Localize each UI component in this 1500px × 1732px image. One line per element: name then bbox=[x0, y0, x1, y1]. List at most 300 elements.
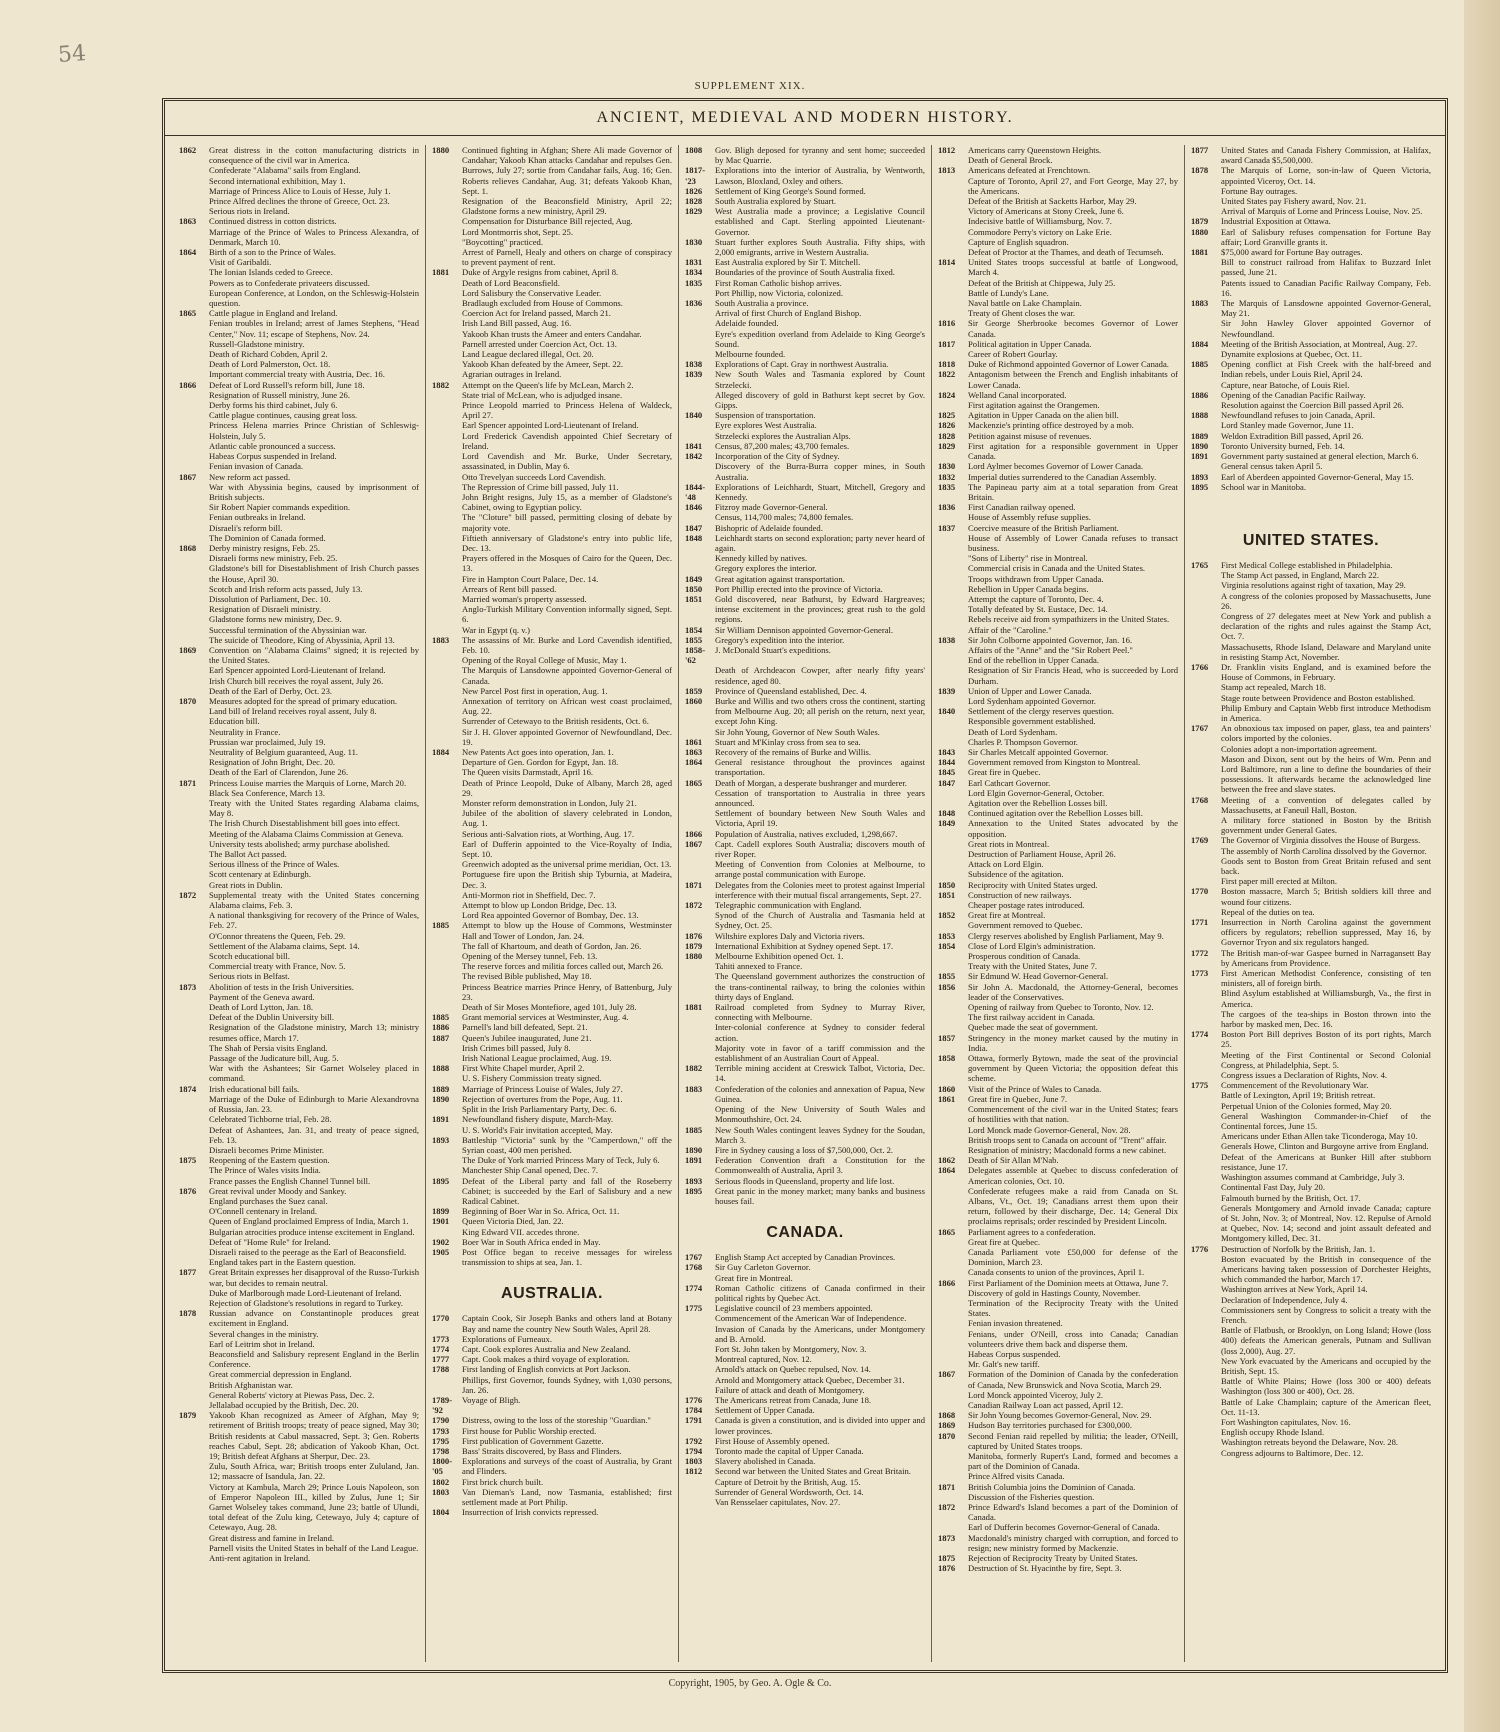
entry-text: Battle of Lundy's Lane. bbox=[968, 287, 1049, 298]
entry-year bbox=[179, 798, 209, 818]
entry-text: Confederate refugees make a raid from Canada on St. Albans, Vt., Oct. 19; Canadians arrest them upon their return, followed by their discharge, Dec. 14; General Dix proclaims reprisals; order rescinded by President Lincoln. bbox=[968, 1185, 1178, 1227]
entry-text: Congress adjourns to Baltimore, Dec. 12. bbox=[1221, 1447, 1364, 1458]
history-entry bbox=[179, 910, 419, 930]
entry-text: The Ballot Act passed. bbox=[209, 849, 287, 860]
entry-text: Sir John Young, Governor of New South Wales. bbox=[715, 726, 880, 737]
entry-year bbox=[1191, 420, 1221, 430]
entry-year bbox=[938, 1318, 968, 1328]
entry-text: United States pay Fishery award, Nov. 21. bbox=[1221, 196, 1367, 207]
history-entry bbox=[938, 767, 1178, 777]
entry-year: 1895 bbox=[685, 1185, 703, 1196]
entry-year bbox=[432, 369, 462, 379]
entry-year bbox=[938, 1492, 968, 1502]
entry-year bbox=[1191, 1182, 1221, 1192]
entry-year bbox=[1191, 591, 1221, 611]
entry-year: 1882 bbox=[685, 1063, 703, 1074]
history-entry bbox=[685, 420, 925, 430]
history-entry bbox=[938, 441, 1178, 461]
entry-text: Terrible mining accident at Creswick Talbot, Victoria, Dec. 14. bbox=[715, 1063, 925, 1084]
history-entry bbox=[179, 165, 419, 175]
entry-text: East Australia explored by Sir T. Mitchell. bbox=[715, 257, 861, 268]
column-3 bbox=[679, 145, 932, 1662]
entry-year: 1791 bbox=[685, 1415, 703, 1426]
entry-year: 1798 bbox=[432, 1445, 450, 1456]
entry-year bbox=[179, 1461, 209, 1481]
entry-year bbox=[179, 880, 209, 890]
history-entry bbox=[179, 1308, 419, 1328]
entry-text: The assembly of North Carolina dissolved by the Governor. bbox=[1221, 845, 1427, 856]
entry-year bbox=[179, 196, 209, 206]
entry-text: General Washington Commander-in-Chief of the Continental forces, June 15. bbox=[1221, 1110, 1431, 1132]
history-entry bbox=[685, 318, 925, 328]
history-entry bbox=[938, 1471, 1178, 1481]
history-entry bbox=[1191, 1244, 1431, 1254]
entry-year bbox=[938, 278, 968, 288]
history-entry bbox=[179, 482, 419, 502]
entry-year bbox=[432, 196, 462, 216]
history-entry bbox=[685, 512, 925, 522]
entry-text: Settlement of the clergy reserves question. bbox=[968, 706, 1114, 717]
history-entry bbox=[1191, 876, 1431, 886]
history-entry bbox=[179, 400, 419, 410]
history-entry bbox=[432, 1012, 672, 1022]
entry-text: Discussion of the Fisheries question. bbox=[968, 1491, 1095, 1502]
history-entry bbox=[938, 778, 1178, 788]
entry-text: Bass' Straits discovered, by Bass and Flinders. bbox=[462, 1445, 622, 1456]
history-entry bbox=[685, 1436, 925, 1446]
history-entry bbox=[685, 461, 925, 481]
entry-text: Lord Monck made Governor-General, Nov. 28. bbox=[968, 1124, 1131, 1135]
entry-text: Cessation of transportation to Australia in three years announced. bbox=[715, 787, 925, 808]
entry-text: New reform act passed. bbox=[209, 471, 291, 482]
history-entry bbox=[685, 145, 925, 165]
history-entry bbox=[1191, 1009, 1431, 1029]
entry-year bbox=[1191, 1141, 1221, 1151]
history-entry bbox=[685, 1084, 925, 1104]
entry-text: Insurrection of Irish convicts repressed. bbox=[462, 1507, 599, 1518]
history-entry bbox=[938, 400, 1178, 410]
history-entry bbox=[685, 1395, 925, 1405]
entry-text: New Patents Act goes into operation, Jan. 1. bbox=[462, 746, 614, 757]
entry-year bbox=[432, 839, 462, 859]
history-entry bbox=[432, 380, 672, 390]
entry-text: Wiltshire explores Daly and Victoria rivers. bbox=[715, 930, 865, 941]
entry-text: Census, 87,200 males; 43,700 females. bbox=[715, 440, 850, 451]
title-rule bbox=[165, 135, 1445, 136]
history-entry bbox=[1191, 1448, 1431, 1458]
history-entry bbox=[179, 288, 419, 308]
entry-text: Celebrated Tichborne trial, Feb. 28. bbox=[209, 1114, 332, 1125]
entry-year bbox=[938, 696, 968, 706]
entry-year: 1826 bbox=[685, 185, 703, 196]
entry-year: 1843 bbox=[938, 746, 956, 757]
entry-text: First agitation for a responsible government in Upper Canada. bbox=[968, 440, 1178, 462]
history-entry bbox=[179, 645, 419, 665]
history-entry bbox=[179, 931, 419, 941]
entry-year bbox=[432, 237, 462, 247]
entry-year: 1808 bbox=[685, 145, 703, 155]
entry-year bbox=[1191, 815, 1221, 835]
entry-text: Earl of Dufferin becomes Governor-General of Canada. bbox=[968, 1522, 1160, 1533]
history-entry bbox=[938, 716, 1178, 726]
entry-text: Continued fighting in Afghan; Shere Ali made Governor of Candahar; Yakoob Khan attacks Candahar and repulses Gen. Burrows, July 27; sortie from Candahar fails, Aug. 16; Gen. Roberts relieves Candahar, Aug. 31; defeats Yakoob Khan, Sept. 1. bbox=[462, 145, 672, 196]
entry-text: Meeting of the First Continental or Second Colonial Congress, at Philadelphia, Sept. 5. bbox=[1221, 1049, 1431, 1070]
entry-text: The Queen visits Darmstadt, April 16. bbox=[462, 767, 594, 778]
history-entry bbox=[685, 278, 925, 288]
history-entry bbox=[179, 1247, 419, 1257]
history-entry bbox=[179, 461, 419, 471]
entry-text: Russian advance on Constantinople produces great excitement in England. bbox=[209, 1308, 419, 1329]
entry-year bbox=[179, 747, 209, 757]
history-entry bbox=[938, 931, 1178, 941]
history-entry bbox=[938, 961, 1178, 971]
entry-text: A national thanksgiving for recovery of the Prince of Wales, Feb. 27. bbox=[209, 910, 419, 931]
entry-year: 1877 bbox=[179, 1267, 197, 1278]
entry-text: Earl Spencer appointed Lord-Lieutenant of Ireland. bbox=[209, 665, 386, 676]
entry-text: Fenian troubles in Ireland; arrest of James Stephens, "Head Center," Nov. 11; escape of Stephens, Nov. 24. bbox=[209, 318, 419, 339]
history-entry bbox=[432, 482, 672, 492]
history-entry bbox=[938, 1318, 1178, 1328]
entry-text: Congress of 27 delegates meet at New York and publish a declaration of the rights and rules against the Stamp Act, Oct. 7. bbox=[1221, 610, 1431, 642]
entry-year: 1889 bbox=[1191, 430, 1209, 441]
entry-text: Lord Elgin Governor-General, October. bbox=[968, 787, 1105, 798]
entry-text: Resolution against the Coercion Bill passed April 26. bbox=[1221, 400, 1404, 411]
history-entry bbox=[179, 1022, 419, 1042]
entry-text: Death of Lord Sydenham. bbox=[968, 726, 1058, 737]
entry-year bbox=[179, 859, 209, 869]
history-entry bbox=[179, 614, 419, 624]
history-entry bbox=[432, 1043, 672, 1053]
entry-text: Queen of England proclaimed Empress of India, March 1. bbox=[209, 1216, 409, 1227]
history-entry bbox=[179, 278, 419, 288]
history-entry bbox=[938, 808, 1178, 818]
entry-text: Great fire at Montreal. bbox=[968, 910, 1046, 921]
entry-text: Lord Sydenham appointed Governor. bbox=[968, 695, 1096, 706]
entry-year bbox=[1191, 570, 1221, 580]
history-entry bbox=[685, 237, 925, 257]
entry-year bbox=[179, 1165, 209, 1175]
entry-year bbox=[432, 778, 462, 798]
entry-text: Fortune Bay outrages. bbox=[1221, 185, 1298, 196]
entry-text: Resignation of ministry; Macdonald forms a new cabinet. bbox=[968, 1144, 1167, 1155]
entry-year bbox=[179, 1125, 209, 1145]
history-entry bbox=[685, 1456, 925, 1466]
entry-year bbox=[938, 798, 968, 808]
entry-year bbox=[179, 604, 209, 614]
entry-text: International Exhibition at Sydney opened Sept. 17. bbox=[715, 940, 894, 951]
history-entry bbox=[179, 563, 419, 583]
entry-year bbox=[179, 818, 209, 828]
history-entry bbox=[432, 492, 672, 512]
entry-year: 1858-'62 bbox=[685, 644, 706, 666]
history-entry bbox=[432, 288, 672, 298]
entry-text: First house for Public Worship erected. bbox=[462, 1425, 597, 1436]
history-entry bbox=[685, 1385, 925, 1395]
entry-year bbox=[179, 206, 209, 216]
entry-text: England purchases the Suez canal. bbox=[209, 1195, 328, 1206]
entry-year bbox=[1191, 1305, 1221, 1325]
entry-text: Measures adopted for the spread of primary education. bbox=[209, 695, 398, 706]
entry-text: English occupy Rhode Island. bbox=[1221, 1427, 1325, 1438]
entry-text: Death of Richard Cobden, April 2. bbox=[209, 349, 328, 360]
entry-year bbox=[938, 594, 968, 604]
entry-year: 1883 bbox=[1191, 298, 1209, 309]
history-entry bbox=[685, 1375, 925, 1385]
entry-year bbox=[432, 278, 462, 288]
entry-year bbox=[432, 982, 462, 1002]
history-entry bbox=[685, 1002, 925, 1022]
history-entry bbox=[1191, 420, 1431, 430]
entry-year bbox=[1191, 1254, 1221, 1285]
history-entry bbox=[432, 359, 672, 369]
entry-year bbox=[1191, 642, 1221, 662]
entry-year: 1844-'48 bbox=[685, 481, 706, 502]
history-entry bbox=[179, 247, 419, 257]
history-entry bbox=[1191, 1325, 1431, 1356]
history-entry bbox=[432, 298, 672, 308]
entry-year bbox=[1191, 1417, 1221, 1427]
history-entry bbox=[432, 308, 672, 318]
entry-year: 1878 bbox=[179, 1308, 197, 1319]
entry-text: Otto Trevelyan succeeds Lord Cavendish. bbox=[462, 471, 606, 482]
entry-text: Duke of Richmond appointed Governor of Lower Canada. bbox=[968, 359, 1169, 370]
entry-year: 1774 bbox=[685, 1282, 703, 1293]
page-title: ANCIENT, MEDIEVAL AND MODERN HISTORY. bbox=[596, 109, 1014, 126]
entry-year bbox=[432, 339, 462, 349]
entry-year bbox=[938, 665, 968, 685]
entry-year: 1865 bbox=[938, 1226, 956, 1237]
entry-year bbox=[179, 625, 209, 635]
history-entry bbox=[179, 767, 419, 777]
entry-year: 1884 bbox=[1191, 338, 1209, 349]
entry-year bbox=[179, 1553, 209, 1563]
history-entry bbox=[685, 451, 925, 461]
history-entry bbox=[1191, 754, 1431, 795]
history-entry bbox=[938, 880, 1178, 890]
entry-year bbox=[179, 1043, 209, 1053]
history-entry bbox=[432, 1114, 672, 1124]
entry-text: Great fire in Quebec. bbox=[968, 767, 1041, 778]
entry-year: 1842 bbox=[685, 451, 703, 462]
entry-year: 1795 bbox=[432, 1435, 450, 1446]
history-entry bbox=[179, 890, 419, 910]
entry-year: 1886 bbox=[432, 1022, 450, 1033]
entry-year: 1817-'23 bbox=[685, 165, 706, 186]
history-entry bbox=[179, 186, 419, 196]
history-entry bbox=[938, 706, 1178, 716]
entry-text: U. S. World's Fair invitation accepted, May. bbox=[462, 1124, 613, 1135]
entry-year: 1866 bbox=[685, 828, 703, 839]
entry-text: Port Phillip, now Victoria, colonized. bbox=[715, 287, 843, 298]
entry-text: Death of the Earl of Derby, Oct. 23. bbox=[209, 685, 333, 696]
entry-year bbox=[432, 329, 462, 339]
history-entry bbox=[938, 625, 1178, 635]
entry-year bbox=[1191, 1325, 1221, 1356]
entry-text: First House of Assembly opened. bbox=[715, 1435, 830, 1446]
history-entry bbox=[938, 665, 1178, 685]
entry-text: Confederation of the colonies and annexation of Papua, New Guinea. bbox=[715, 1083, 925, 1104]
history-entry bbox=[1191, 948, 1431, 968]
entry-year bbox=[432, 472, 462, 482]
entry-text: Great fire in Montreal. bbox=[715, 1272, 793, 1283]
entry-year bbox=[938, 727, 968, 737]
entry-text: Death of Morgan, a desperate bushranger and murderer. bbox=[715, 777, 907, 788]
entry-text: France passes the English Channel Tunnel bill. bbox=[209, 1175, 371, 1186]
entry-text: Macdonald's ministry charged with corruption, and forced to resign; new ministry formed by Mackenzie. bbox=[968, 1532, 1178, 1553]
entry-text: Fenian invasion of Canada. bbox=[209, 461, 304, 472]
entry-text: Post Office began to receive messages for wireless transmission to ships at sea, Jan. 1. bbox=[462, 1246, 672, 1268]
entry-text: Leichhardt starts on second exploration; party never heard of again. bbox=[715, 532, 925, 553]
entry-year: 1869 bbox=[179, 644, 197, 655]
entry-text: Weldon Extradition Bill passed, April 26. bbox=[1221, 430, 1364, 441]
history-entry bbox=[432, 1426, 672, 1436]
entry-year: 1830 bbox=[938, 461, 956, 472]
history-entry bbox=[685, 1364, 925, 1374]
history-entry bbox=[1191, 1254, 1431, 1285]
entry-text: First landing of English convicts at Port Jackson. bbox=[462, 1364, 631, 1375]
history-entry bbox=[432, 1216, 672, 1226]
history-entry bbox=[1191, 1029, 1431, 1049]
entry-text: Commodore Perry's victory on Lake Erie. bbox=[968, 226, 1112, 237]
entry-year bbox=[179, 635, 209, 645]
history-entry bbox=[432, 900, 672, 910]
entry-text: Americans carry Queenstown Heights. bbox=[968, 145, 1102, 155]
entry-year: 1870 bbox=[938, 1430, 956, 1441]
history-entry bbox=[938, 237, 1178, 247]
history-entry bbox=[938, 216, 1178, 226]
entry-text: Beginning of Boer War in So. Africa, Oct. 11. bbox=[462, 1206, 620, 1217]
entry-text: Melbourne Exhibition opened Oct. 1. bbox=[715, 951, 844, 962]
entry-year bbox=[432, 400, 462, 420]
history-entry bbox=[179, 798, 419, 818]
entry-year bbox=[179, 1390, 209, 1400]
history-entry bbox=[432, 1227, 672, 1237]
entry-text: Marriage of the Duke of Edinburgh to Marie Alexandrovna of Russia, Jan. 23. bbox=[209, 1093, 419, 1115]
entry-year bbox=[1191, 1111, 1221, 1131]
entry-text: First Parliament of the Dominion meets at Ottawa, June 7. bbox=[968, 1277, 1169, 1288]
history-entry bbox=[685, 584, 925, 594]
entry-text: Boston massacre, March 5; British soldiers kill three and wound four citizens. bbox=[1221, 886, 1431, 907]
history-entry bbox=[938, 798, 1178, 808]
entry-year: 1864 bbox=[179, 247, 197, 258]
entry-text: Majority vote in favor of a tariff commission and the establishment of an Australian Court of Appeal. bbox=[715, 1042, 925, 1064]
entry-year bbox=[432, 604, 462, 624]
history-entry bbox=[685, 1145, 925, 1155]
entry-year: 1895 bbox=[432, 1175, 450, 1186]
entry-text: Gold discovered, near Bathurst, by Edward Hargreaves; intense excitement in the provinces; great rush to the gold regions. bbox=[715, 593, 925, 625]
entry-year: 1848 bbox=[938, 808, 956, 819]
history-entry bbox=[432, 727, 672, 747]
entry-text: Scott centenary at Edinburgh. bbox=[209, 869, 311, 880]
entry-text: First White Chapel murder, April 2. bbox=[462, 1063, 585, 1074]
entry-text: United States and Canada Fishery Commission, at Halifax, award Canada $5,500,000. bbox=[1221, 145, 1431, 166]
entry-year bbox=[1191, 400, 1221, 410]
history-entry bbox=[1191, 703, 1431, 723]
entry-year: 1880 bbox=[432, 145, 450, 155]
entry-text: Irish educational bill fails. bbox=[209, 1083, 300, 1094]
entry-year bbox=[179, 1349, 209, 1369]
entry-year bbox=[432, 686, 462, 696]
entry-text: Earl of Aberdeen appointed Governor-General, May 15. bbox=[1221, 471, 1414, 482]
entry-text: First Medical College established in Philadelphia. bbox=[1221, 559, 1393, 570]
entry-text: Lord Aylmer becomes Governor of Lower Canada. bbox=[968, 461, 1144, 472]
history-entry bbox=[938, 472, 1178, 482]
history-entry bbox=[685, 788, 925, 808]
history-entry bbox=[938, 839, 1178, 849]
entry-text: Great fire at Quebec. bbox=[968, 1236, 1041, 1247]
entry-year: 1788 bbox=[432, 1364, 450, 1375]
entry-text: Rejection of Gladstone's resolutions in regard to Turkey. bbox=[209, 1297, 403, 1308]
entry-text: Yakoob Khan defeated by the Ameer, Sept. 22. bbox=[462, 359, 624, 370]
history-entry bbox=[685, 349, 925, 359]
entry-year bbox=[1191, 907, 1221, 917]
entry-text: General census taken April 5. bbox=[1221, 461, 1323, 472]
history-entry bbox=[179, 757, 419, 767]
entry-text: Prosperous condition of Canada. bbox=[968, 951, 1081, 962]
history-entry bbox=[432, 808, 672, 828]
entry-year bbox=[432, 951, 462, 961]
entry-text: South Australia a province. bbox=[715, 298, 809, 309]
history-entry bbox=[938, 420, 1178, 430]
entry-text: The reserve forces and militia forces called out, March 26. bbox=[462, 961, 664, 972]
entry-year bbox=[179, 410, 209, 420]
history-entry bbox=[938, 369, 1178, 389]
entry-year: 1830 bbox=[685, 236, 703, 247]
entry-year bbox=[179, 1196, 209, 1206]
entry-text: General resistance throughout the provinces against transportation. bbox=[715, 757, 925, 778]
entry-text: Lord Stanley made Governor, June 11. bbox=[1221, 420, 1354, 431]
history-entry bbox=[432, 1237, 672, 1247]
entry-year bbox=[1191, 1090, 1221, 1100]
entry-text: Toronto made the capital of Upper Canada. bbox=[715, 1445, 864, 1456]
history-entry bbox=[938, 533, 1178, 553]
history-entry bbox=[432, 584, 672, 594]
entry-year: 1765 bbox=[1191, 559, 1209, 570]
history-entry bbox=[179, 420, 419, 440]
entry-text: Defeat of the British at Sacketts Harbor, May 29. bbox=[968, 196, 1137, 207]
history-entry bbox=[1191, 278, 1431, 298]
entry-text: Greenwich adopted as the universal prime meridian, Oct. 13. bbox=[462, 859, 672, 870]
history-entry bbox=[179, 472, 419, 482]
entry-text: War with Abyssinia begins, caused by imprisonment of British subjects. bbox=[209, 481, 419, 502]
entry-text: Parliament agrees to a confederation. bbox=[968, 1226, 1096, 1237]
history-entry bbox=[938, 982, 1178, 1002]
entry-text: Queen's Jubilee inaugurated, June 21. bbox=[462, 1032, 592, 1043]
history-entry bbox=[685, 553, 925, 563]
entry-text: Surrender of Cetewayo to the British residents, Oct. 6. bbox=[462, 716, 649, 727]
entry-year bbox=[685, 1354, 715, 1364]
entry-year bbox=[179, 1369, 209, 1379]
entry-year: 1859 bbox=[685, 685, 703, 696]
entry-year bbox=[432, 961, 462, 971]
entry-year: 1771 bbox=[1191, 917, 1209, 928]
entry-text: The Prince of Wales visits India. bbox=[209, 1165, 321, 1176]
entry-year bbox=[938, 1237, 968, 1247]
entry-year: 1871 bbox=[179, 777, 197, 788]
history-entry bbox=[938, 318, 1178, 338]
history-entry bbox=[938, 196, 1178, 206]
history-entry bbox=[432, 329, 672, 339]
history-entry bbox=[179, 1084, 419, 1094]
history-entry bbox=[432, 574, 672, 584]
entry-text: Boundaries of the province of South Australia fixed. bbox=[715, 267, 895, 278]
entry-text: The Duke of York married Princess Mary of Teck, July 6. bbox=[462, 1155, 660, 1166]
entry-year: 1814 bbox=[938, 257, 956, 268]
entry-year bbox=[179, 767, 209, 777]
entry-year bbox=[938, 849, 968, 859]
history-entry bbox=[432, 553, 672, 573]
entry-text: Repeal of the duties on tea. bbox=[1221, 906, 1315, 917]
